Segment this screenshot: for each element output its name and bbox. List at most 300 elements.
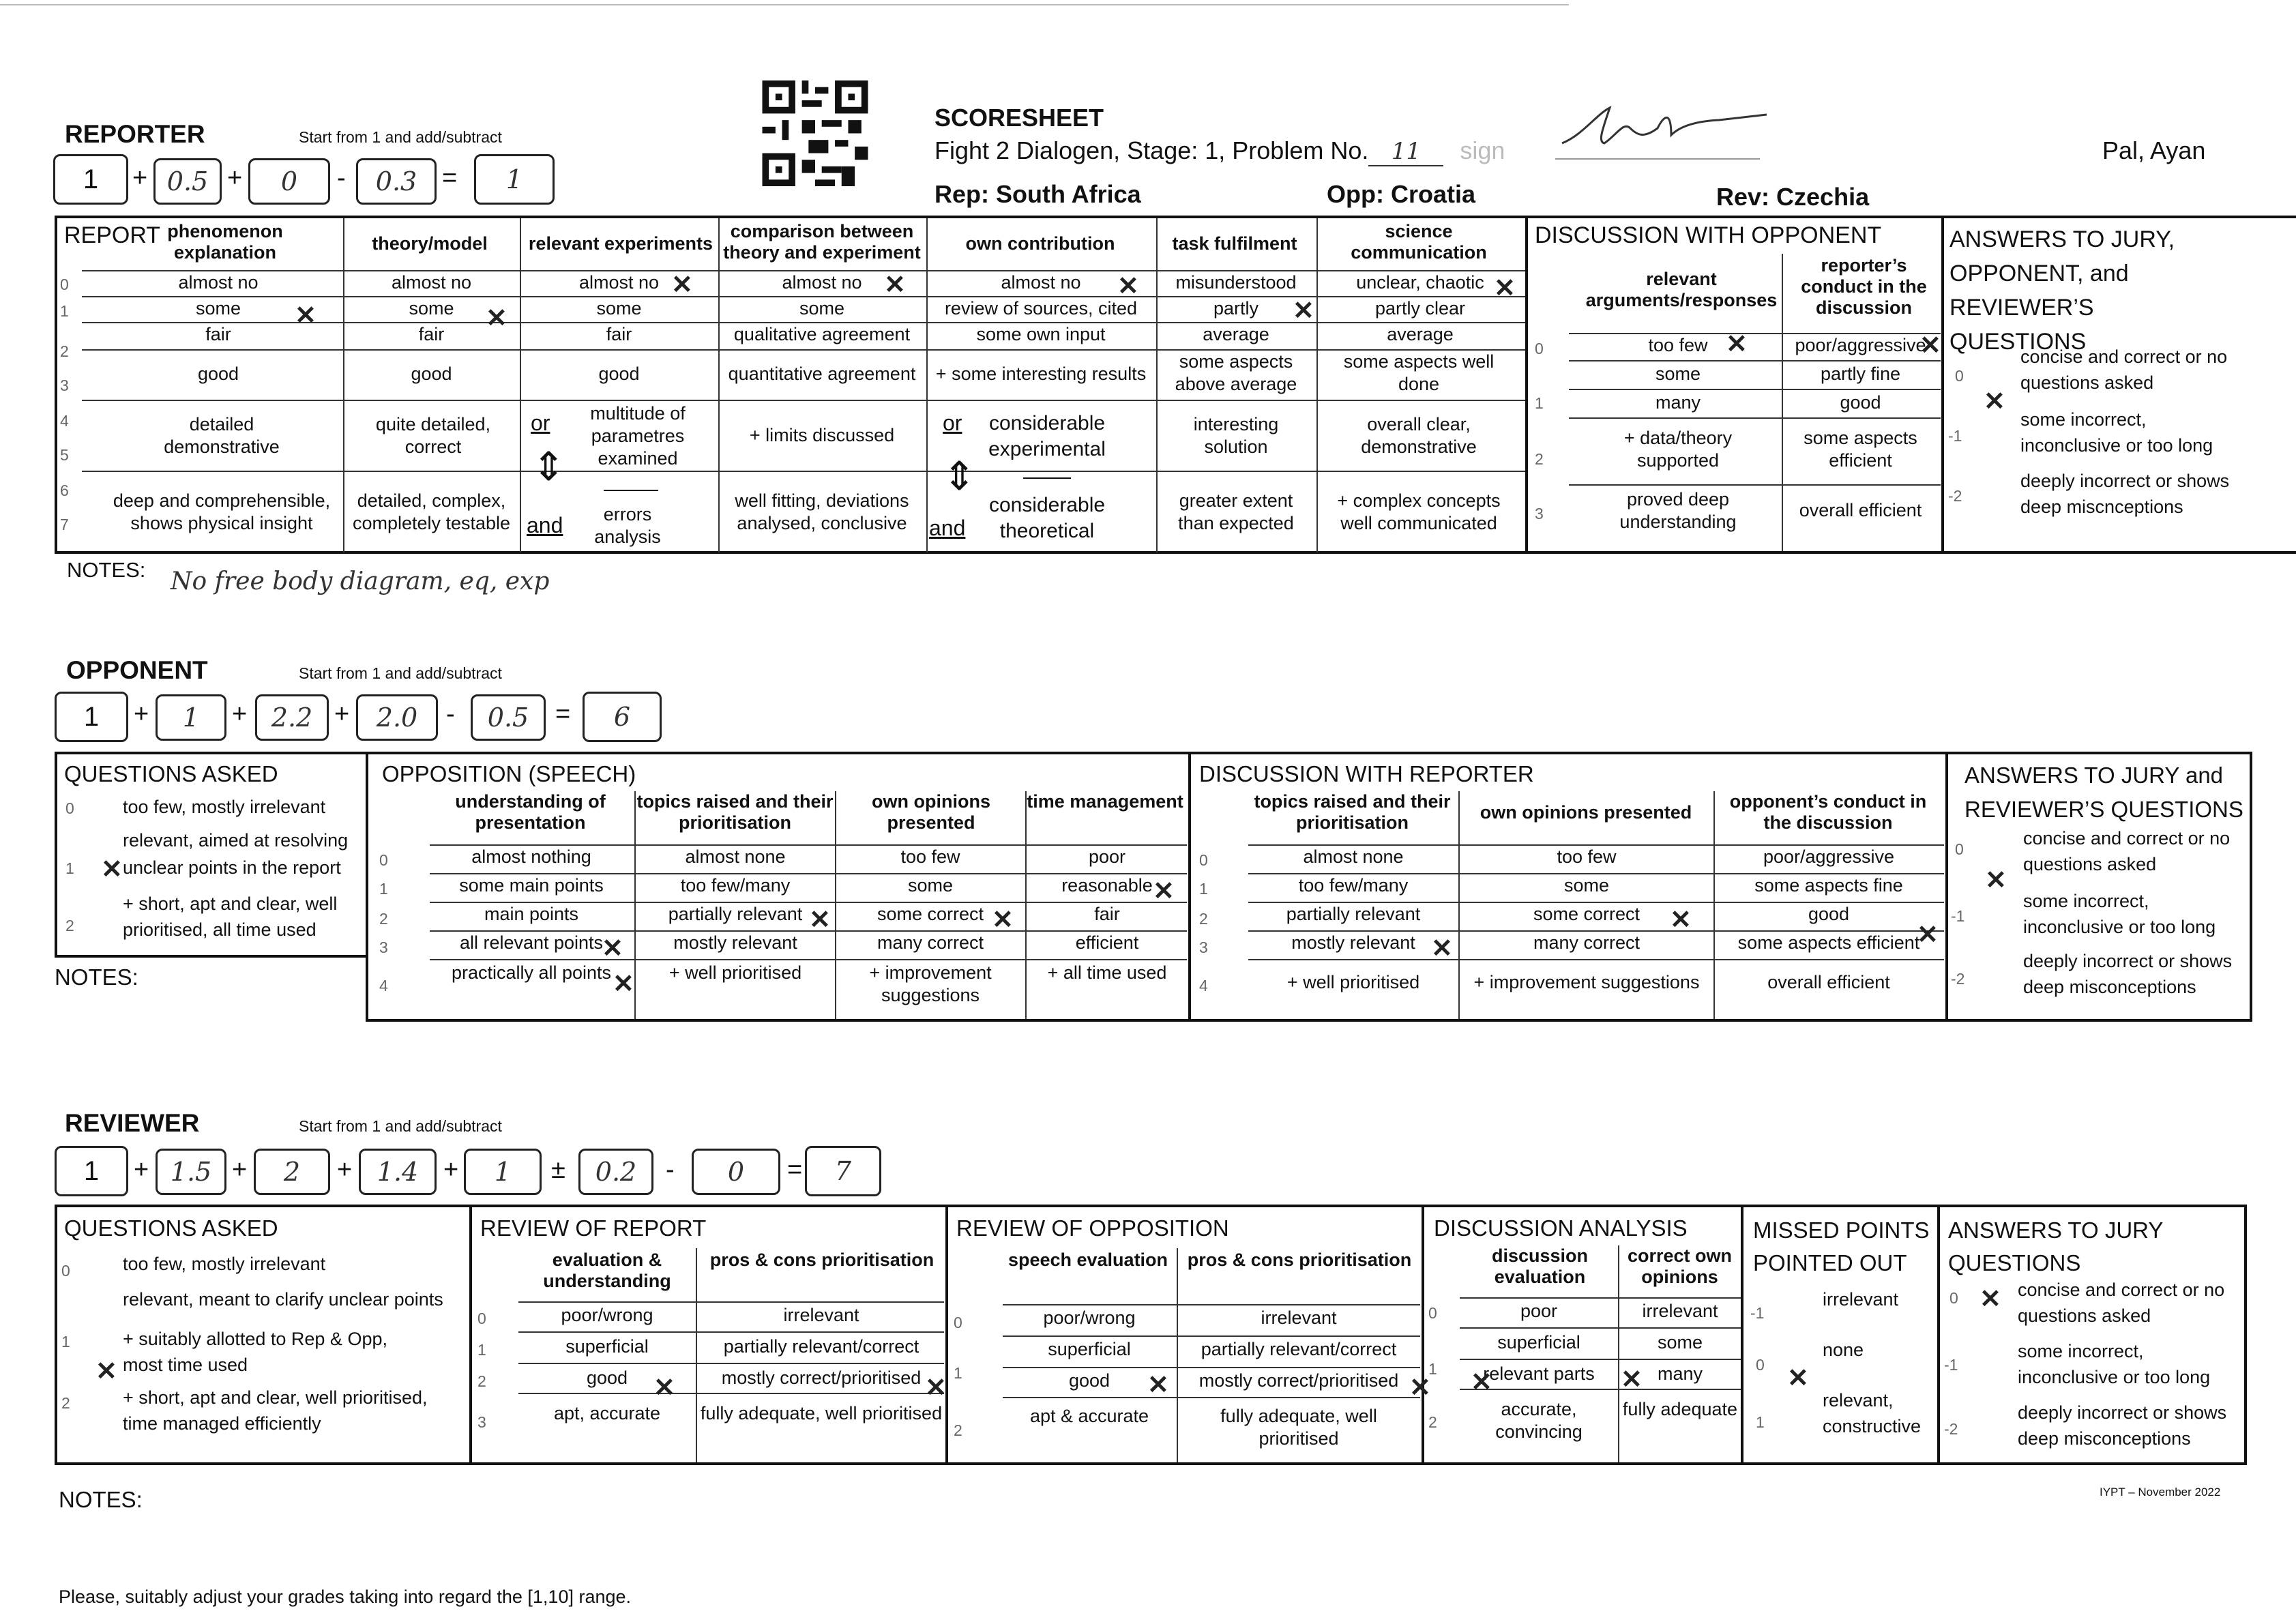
discussion-cell[interactable]: mostly relevant (1291, 932, 1415, 953)
review-col-header: pros & cons prioritisation (1187, 1250, 1412, 1270)
row-rule (518, 1393, 944, 1394)
question-item[interactable]: + short, apt and clear, well prioritised, time managed efficiently (123, 1387, 428, 1434)
answer-item[interactable]: concise and correct or no questions asked (2018, 1280, 2225, 1326)
divider (1458, 791, 1460, 1019)
row-rule (1003, 1335, 1420, 1337)
op: + (337, 1155, 353, 1184)
review-opposition-cell[interactable]: good (1068, 1370, 1110, 1391)
report-cell[interactable]: some own input (976, 324, 1106, 344)
discussion-cell[interactable]: some correct (1533, 904, 1640, 924)
cross-mark-icon: ✕ (95, 1357, 117, 1386)
report-cell[interactable]: almost no (578, 272, 660, 293)
cross-mark-icon: ✕ (1726, 330, 1748, 359)
discussion-col-header: own opinions presented (1480, 802, 1692, 823)
and-label: and (527, 513, 563, 537)
reviewer-hint: Start from 1 and add/subtract (299, 1117, 502, 1135)
report-col-header: relevant experiments (528, 233, 713, 254)
reporter-hint: Start from 1 and add/subtract (299, 128, 502, 146)
report-cell[interactable]: partly clear (1374, 298, 1466, 319)
divider (1177, 1248, 1178, 1462)
cross-mark-icon: ✕ (1147, 1371, 1169, 1400)
sign-label: sign (1460, 136, 1505, 164)
discussion-cell[interactable]: some (1655, 364, 1701, 384)
report-cell[interactable]: almost no (782, 272, 862, 293)
reviewer-title: REVIEWER (65, 1109, 200, 1137)
discussion-cell[interactable]: many (1655, 392, 1701, 413)
analysis-cell[interactable]: poor (1520, 1301, 1558, 1321)
speech-cell[interactable]: some correct (877, 904, 984, 924)
cross-mark-icon: ✕ (1431, 934, 1453, 963)
report-cell[interactable]: + some interesting results (935, 364, 1147, 384)
report-col-header: science communication (1351, 221, 1487, 263)
discussion-cell[interactable]: too few (1557, 846, 1617, 867)
scoresheet-title: SCORESHEET (934, 104, 1104, 132)
row-rule (1248, 930, 1944, 932)
discussion-cell[interactable]: partially relevant (1286, 904, 1421, 924)
report-cell[interactable]: considerable theoretical (988, 494, 1106, 542)
opponent-questions-title: QUESTIONS ASKED (64, 761, 278, 786)
divider (835, 791, 836, 1019)
review-opposition-cell[interactable]: poor/wrong (1043, 1308, 1136, 1328)
row-rule (1460, 1297, 1741, 1299)
discussion-col-header: reporter’s conduct in the discussion (1801, 255, 1927, 318)
speech-cell[interactable]: poor (1088, 846, 1126, 867)
row-rule (1248, 902, 1944, 903)
reviewer-score-answers[interactable]: 0 (692, 1149, 780, 1195)
missed-item[interactable]: irrelevant (1823, 1289, 1899, 1310)
qr-code-icon (761, 80, 870, 186)
discussion-cell[interactable]: almost none (1303, 846, 1404, 867)
report-cell[interactable]: detailed, complex, completely testable (352, 490, 511, 533)
reporter-title: REPORTER (65, 120, 205, 148)
discussion-cell[interactable]: too few/many (1298, 875, 1409, 896)
answer-item[interactable]: concise and correct or no questions asked (2020, 346, 2228, 393)
op: ± (551, 1155, 565, 1184)
divider (634, 791, 636, 1019)
report-cell[interactable]: + limits discussed (749, 425, 895, 445)
report-cell[interactable]: multitude of parametres examined (590, 403, 686, 469)
discussion-cell[interactable]: + improvement suggestions (1473, 972, 1700, 992)
opp-discussion-title: DISCUSSION WITH REPORTER (1199, 761, 1534, 786)
rep-team: Rep: South Africa (934, 180, 1141, 208)
version-label: IYPT – November 2022 (2100, 1486, 2221, 1498)
row-rule (1460, 1327, 1741, 1329)
opponent-title: OPPONENT (66, 656, 208, 684)
speech-cell[interactable]: almost none (685, 846, 786, 867)
cross-mark-icon: ✕ (1117, 272, 1139, 301)
cross-mark-icon: ✕ (1917, 921, 1939, 949)
report-cell[interactable]: some (409, 298, 454, 319)
opponent-score-total[interactable]: 6 (583, 692, 662, 742)
reviewer-notes-label: NOTES: (59, 1487, 143, 1512)
speech-cell[interactable]: reasonable (1061, 875, 1153, 896)
report-cell[interactable]: fair (418, 324, 445, 344)
op: - (446, 700, 455, 728)
report-cell[interactable]: overall clear, demonstrative (1361, 414, 1477, 457)
discussion-cell[interactable]: proved deep understanding (1619, 489, 1737, 532)
cross-mark-icon: ✕ (1985, 866, 2007, 895)
reviewer-score-report[interactable]: 2 (254, 1149, 330, 1195)
or-label: or (943, 411, 962, 435)
analysis-cell[interactable]: accurate, convincing (1495, 1399, 1583, 1442)
speech-cell[interactable]: too few/many (680, 875, 791, 896)
analysis-col-header: discussion evaluation (1491, 1245, 1589, 1287)
speech-cell[interactable]: all relevant points (459, 932, 604, 953)
row-rule (518, 1363, 944, 1364)
review-report-cell[interactable]: poor/wrong (561, 1305, 653, 1325)
review-report-table (469, 1205, 948, 1465)
report-cell[interactable]: greater extent than expected (1178, 490, 1294, 533)
row-rule (1569, 389, 1941, 390)
review-report-cell[interactable]: superficial (565, 1336, 649, 1357)
speech-cell[interactable]: mostly relevant (673, 932, 797, 953)
reviewer-score-total[interactable]: 7 (805, 1146, 881, 1196)
discussion-cell[interactable]: some aspects efficient (1804, 428, 1917, 471)
row-rule (1003, 1367, 1420, 1368)
answer-item[interactable]: some incorrect, inconclusive or too long (2018, 1341, 2211, 1387)
fight-line (934, 136, 1505, 166)
divider (520, 218, 521, 552)
speech-col-header: time management (1027, 791, 1183, 812)
row-rule (1460, 1389, 1741, 1390)
report-cell[interactable]: + complex concepts well communicated (1337, 490, 1501, 533)
answer-item[interactable]: some incorrect, inconclusive or too long (2023, 891, 2216, 937)
divider (1618, 1245, 1619, 1462)
discussion-col-header: relevant arguments/responses (1585, 269, 1778, 310)
answer-item[interactable]: deeply incorrect or shows deep misconceptions (2023, 951, 2233, 997)
double-arrow-icon: ⇕ (943, 454, 976, 499)
report-cell[interactable]: deep and comprehensible, shows physical insight (113, 490, 331, 533)
report-cell[interactable]: considerable experimental (988, 412, 1106, 460)
speech-cell[interactable]: + improvement suggestions (869, 962, 992, 1005)
double-arrow-icon: ⇕ (532, 445, 565, 489)
opponent-score-questions[interactable]: 1 (156, 694, 226, 741)
signature-icon (1555, 101, 1773, 156)
opponent-score-speech[interactable]: 2.2 (255, 694, 329, 741)
row-rule (518, 1331, 944, 1333)
review-report-cell[interactable]: partially relevant/correct (723, 1336, 919, 1357)
report-cell[interactable]: interesting solution (1193, 414, 1279, 457)
speech-title: OPPOSITION (SPEECH) (382, 761, 636, 786)
speech-col-header: topics raised and their prioritisation (636, 791, 834, 833)
speech-cell[interactable]: some main points (459, 875, 604, 896)
op: - (337, 164, 346, 192)
report-cell[interactable]: some aspects above average (1175, 351, 1297, 394)
row-rule (82, 400, 1525, 401)
opp-team: Opp: Croatia (1327, 180, 1476, 208)
discussion-cell[interactable]: some (1563, 875, 1610, 896)
separator (1023, 477, 1071, 479)
report-cell[interactable]: some aspects well done (1343, 351, 1495, 394)
report-label: REPORT (64, 222, 161, 248)
divider (1316, 218, 1318, 552)
row-rule (82, 471, 1525, 472)
question-item[interactable]: too few, mostly irrelevant (123, 1254, 326, 1274)
op: = (442, 164, 458, 192)
opponent-notes-label: NOTES: (55, 964, 138, 990)
missed-points-title: MISSED POINTS POINTED OUT (1753, 1217, 1930, 1275)
report-cell[interactable]: almost no (178, 272, 259, 293)
speech-cell[interactable]: fair (1094, 904, 1120, 924)
cross-mark-icon: ✕ (602, 934, 623, 963)
cross-mark-icon: ✕ (884, 271, 906, 299)
sign-line (1555, 158, 1760, 160)
cross-mark-icon: ✕ (671, 271, 693, 299)
discussion-cell[interactable]: good (1840, 392, 1881, 413)
divider (1156, 218, 1158, 552)
or-label: or (531, 411, 550, 435)
divider (718, 218, 720, 552)
report-cell[interactable]: good (598, 364, 640, 384)
divider (1713, 791, 1715, 1019)
report-cell[interactable]: fair (205, 324, 231, 344)
review-report-cell[interactable]: irrelevant (783, 1305, 859, 1325)
review-opposition-title: REVIEW OF OPPOSITION (956, 1215, 1229, 1241)
cross-mark-icon: ✕ (101, 855, 123, 884)
row-rule (82, 349, 1525, 351)
report-cell[interactable]: review of sources, cited (944, 298, 1138, 319)
opponent-hint: Start from 1 and add/subtract (299, 664, 502, 682)
reporter-score-discussion[interactable]: 0 (248, 158, 330, 205)
review-opposition-cell[interactable]: mostly correct/prioritised (1198, 1370, 1399, 1391)
reviewer-score-discussion[interactable]: 1 (464, 1149, 542, 1195)
analysis-cell[interactable]: superficial (1497, 1332, 1580, 1353)
reporter-score-total[interactable]: 1 (474, 154, 555, 205)
report-cell[interactable]: errors analysis (594, 504, 661, 547)
op: = (555, 700, 571, 728)
reporter-answers-title: ANSWERS TO JURY, OPPONENT, and REVIEWER’S QUESTIONS (1949, 226, 2175, 355)
report-cell[interactable]: some (596, 298, 642, 319)
op: + (132, 164, 148, 192)
rev-questions-title: QUESTIONS ASKED (64, 1215, 278, 1241)
speech-cell[interactable]: + well prioritised (668, 962, 802, 983)
op: - (666, 1155, 675, 1184)
report-cell[interactable]: some (195, 298, 241, 319)
report-cell[interactable]: quantitative agreement (728, 364, 916, 384)
report-col-header: theory/model (372, 233, 488, 254)
review-col-header: speech evaluation (1007, 1250, 1168, 1270)
cross-mark-icon: ✕ (1409, 1374, 1431, 1402)
row-rule (1003, 1304, 1420, 1305)
op: + (334, 700, 350, 728)
discussion-cell[interactable]: too few (1648, 335, 1708, 355)
report-col-header: task fulfilment (1172, 233, 1297, 254)
analysis-cell[interactable]: fully adequate (1622, 1399, 1738, 1419)
juror-name: Pal, Ayan (2102, 136, 2206, 164)
cross-mark-icon: ✕ (1153, 877, 1175, 906)
question-item[interactable]: relevant, aimed at resolving unclear points in the report (123, 830, 349, 878)
row-rule (1003, 1397, 1420, 1398)
rev-team: Rev: Czechia (1716, 183, 1870, 211)
report-cell[interactable]: fair (606, 324, 632, 344)
analysis-cell[interactable]: some (1657, 1332, 1703, 1353)
and-label: and (929, 516, 966, 540)
review-col-header: pros & cons prioritisation (709, 1250, 934, 1270)
reporter-score-answers[interactable]: 0.3 (356, 158, 437, 205)
review-opposition-cell[interactable]: partially relevant/correct (1201, 1339, 1397, 1359)
cross-mark-icon: ✕ (1494, 274, 1516, 303)
report-cell[interactable]: almost no (1001, 272, 1081, 293)
divider (696, 1248, 697, 1462)
op: + (443, 1155, 459, 1184)
reporter-notes-label: NOTES: (67, 558, 146, 582)
analysis-cell[interactable]: many (1657, 1363, 1703, 1384)
opponent-score-base[interactable]: 1 (55, 692, 128, 742)
review-opposition-cell[interactable]: apt & accurate (1029, 1406, 1149, 1426)
op: + (134, 700, 149, 728)
op: + (232, 700, 248, 728)
row-rule (1569, 484, 1941, 486)
report-cell[interactable]: quite detailed, correct (375, 414, 491, 457)
discussion-cell[interactable]: overall efficient (1799, 500, 1922, 520)
report-cell[interactable]: almost no (391, 272, 472, 293)
reviewer-score-base[interactable]: 1 (55, 1146, 128, 1196)
report-cell[interactable]: some (799, 298, 845, 319)
answer-item[interactable]: concise and correct or no questions asked (2023, 828, 2231, 874)
cross-mark-icon: ✕ (992, 906, 1014, 934)
question-item[interactable]: + suitably allotted to Rep & Opp, most time used (123, 1329, 387, 1375)
speech-cell[interactable]: + all time used (1047, 962, 1167, 983)
speech-cell[interactable]: efficient (1075, 932, 1139, 953)
review-report-cell[interactable]: mostly correct/prioritised (721, 1368, 922, 1388)
speech-col-header: understanding of presentation (455, 791, 606, 833)
row-rule (1248, 873, 1944, 874)
answer-item[interactable]: some incorrect, inconclusive or too long (2020, 409, 2213, 456)
speech-cell[interactable]: partially relevant (668, 904, 803, 924)
cross-mark-icon: ✕ (1621, 1365, 1643, 1394)
speech-col-header: own opinions presented (872, 791, 990, 833)
speech-cell[interactable]: almost nothing (471, 846, 591, 867)
reviewer-score-opposition[interactable]: 1.4 (359, 1149, 437, 1195)
cross-mark-icon: ✕ (653, 1374, 675, 1402)
missed-item[interactable]: none (1823, 1340, 1864, 1360)
question-item[interactable]: relevant, meant to clarify unclear points (123, 1289, 443, 1310)
reporter-score-report[interactable]: 0.5 (153, 158, 222, 205)
cross-mark-icon: ✕ (1471, 1368, 1492, 1397)
report-cell[interactable]: average (1203, 324, 1269, 344)
reporter-score-base[interactable]: 1 (53, 154, 128, 205)
speech-cell[interactable]: many correct (877, 932, 984, 953)
row-rule (1569, 360, 1941, 361)
cross-mark-icon: ✕ (1979, 1285, 2001, 1314)
discussion-cell[interactable]: + data/theory supported (1623, 428, 1733, 471)
discussion-cell[interactable]: poor/aggressive (1763, 846, 1895, 867)
opponent-score-answers[interactable]: 0.5 (471, 694, 546, 741)
analysis-cell[interactable]: irrelevant (1642, 1301, 1718, 1321)
report-cell[interactable]: qualitative agreement (733, 324, 911, 344)
cross-mark-icon: ✕ (1787, 1364, 1809, 1393)
review-report-title: REVIEW OF REPORT (480, 1215, 707, 1241)
divider (926, 218, 928, 552)
discussion-cell[interactable]: overall efficient (1767, 972, 1890, 992)
discussion-cell[interactable]: good (1808, 904, 1850, 924)
report-cell[interactable]: misunderstood (1175, 272, 1297, 293)
opp-answers-title: ANSWERS TO JURY and REVIEWER’S QUESTIONS (1964, 763, 2243, 822)
problem-number[interactable]: 11 (1368, 138, 1443, 166)
report-cell[interactable]: partly (1213, 298, 1259, 319)
review-report-cell[interactable]: fully adequate, well prioritised (700, 1403, 943, 1423)
speech-cell[interactable]: too few (900, 846, 960, 867)
discussion-cell[interactable]: many correct (1533, 932, 1640, 953)
review-opposition-cell[interactable]: irrelevant (1261, 1308, 1337, 1328)
speech-cell[interactable]: main points (484, 904, 579, 924)
op: + (232, 1155, 248, 1184)
discussion-cell[interactable]: some aspects efficient (1737, 932, 1920, 953)
opponent-score-discussion[interactable]: 2.0 (356, 694, 438, 741)
discussion-analysis-title: DISCUSSION ANALYSIS (1434, 1215, 1688, 1241)
report-cell[interactable]: good (411, 364, 452, 384)
discussion-cell[interactable]: + well prioritised (1286, 972, 1420, 992)
review-opposition-cell[interactable]: fully adequate, well prioritised (1220, 1406, 1377, 1449)
cross-mark-icon: ✕ (1670, 906, 1692, 934)
top-rule (0, 4, 1569, 5)
report-cell[interactable]: detailed demonstrative (164, 414, 280, 457)
divider (1782, 254, 1783, 551)
cross-mark-icon: ✕ (295, 301, 317, 330)
op: = (787, 1155, 803, 1184)
reviewer-score-missed[interactable]: 0.2 (578, 1149, 653, 1195)
analysis-cell[interactable]: relevant parts (1483, 1363, 1595, 1384)
row-rule (430, 959, 1187, 960)
question-item[interactable]: too few, mostly irrelevant (123, 797, 326, 817)
speech-cell[interactable]: some (907, 875, 954, 896)
reporter-discussion-title: DISCUSSION WITH OPPONENT (1535, 222, 1882, 248)
fight-line-text: Fight 2 Dialogen, Stage: 1, Problem No. (934, 136, 1369, 164)
discussion-col-header: topics raised and their prioritisation (1254, 791, 1451, 833)
report-cell[interactable]: well fitting, deviations analysed, conclusive (735, 490, 909, 533)
question-item[interactable]: + short, apt and clear, well prioritised, all time used (123, 894, 338, 940)
separator (604, 490, 658, 491)
cross-mark-icon: ✕ (613, 970, 634, 999)
report-cell[interactable]: average (1387, 324, 1454, 344)
review-report-cell[interactable]: apt, accurate (553, 1403, 661, 1423)
op: + (134, 1155, 149, 1184)
review-col-header: evaluation & understanding (543, 1250, 671, 1291)
reviewer-score-questions[interactable]: 1.5 (156, 1149, 226, 1195)
row-rule (1248, 959, 1944, 960)
discussion-cell[interactable]: poor/aggressive (1795, 335, 1926, 355)
review-opposition-cell[interactable]: superficial (1048, 1339, 1131, 1359)
cross-mark-icon: ✕ (809, 906, 831, 934)
row-rule (1569, 417, 1941, 419)
answer-item[interactable]: deeply incorrect or shows deep misconceptions (2018, 1402, 2227, 1449)
cross-mark-icon: ✕ (1919, 331, 1941, 360)
row-rule (518, 1301, 944, 1303)
footer-instruction: Please, suitably adjust your grades taking into regard the [1,10] range. (59, 1586, 632, 1607)
review-report-cell[interactable]: good (586, 1368, 628, 1388)
answer-item[interactable]: deeply incorrect or shows deep miscnceptions (2020, 471, 2230, 517)
row-rule (1248, 844, 1944, 846)
op: + (227, 164, 243, 192)
discussion-cell[interactable]: partly fine (1820, 364, 1901, 384)
report-cell[interactable]: unclear, chaotic (1356, 272, 1484, 293)
report-cell[interactable]: good (197, 364, 239, 384)
discussion-col-header: opponent’s conduct in the discussion (1729, 791, 1927, 833)
reporter-notes-text[interactable]: No free body diagram, eq, exp (171, 567, 550, 595)
discussion-cell[interactable]: some aspects fine (1754, 875, 1903, 896)
rev-answers-title: ANSWERS TO JURY QUESTIONS (1948, 1217, 2163, 1275)
cross-mark-icon: ✕ (1984, 387, 2005, 416)
cross-mark-icon: ✕ (486, 304, 507, 333)
analysis-col-header: correct own opinions (1627, 1245, 1733, 1287)
speech-cell[interactable]: practically all points (451, 962, 612, 983)
divider (1025, 791, 1027, 1019)
report-col-header: own contribution (965, 233, 1115, 254)
report-col-header: comparison between theory and experiment (723, 221, 921, 263)
cross-mark-icon: ✕ (925, 1374, 947, 1402)
cross-mark-icon: ✕ (1293, 297, 1314, 325)
missed-item[interactable]: relevant, constructive (1823, 1390, 1922, 1436)
